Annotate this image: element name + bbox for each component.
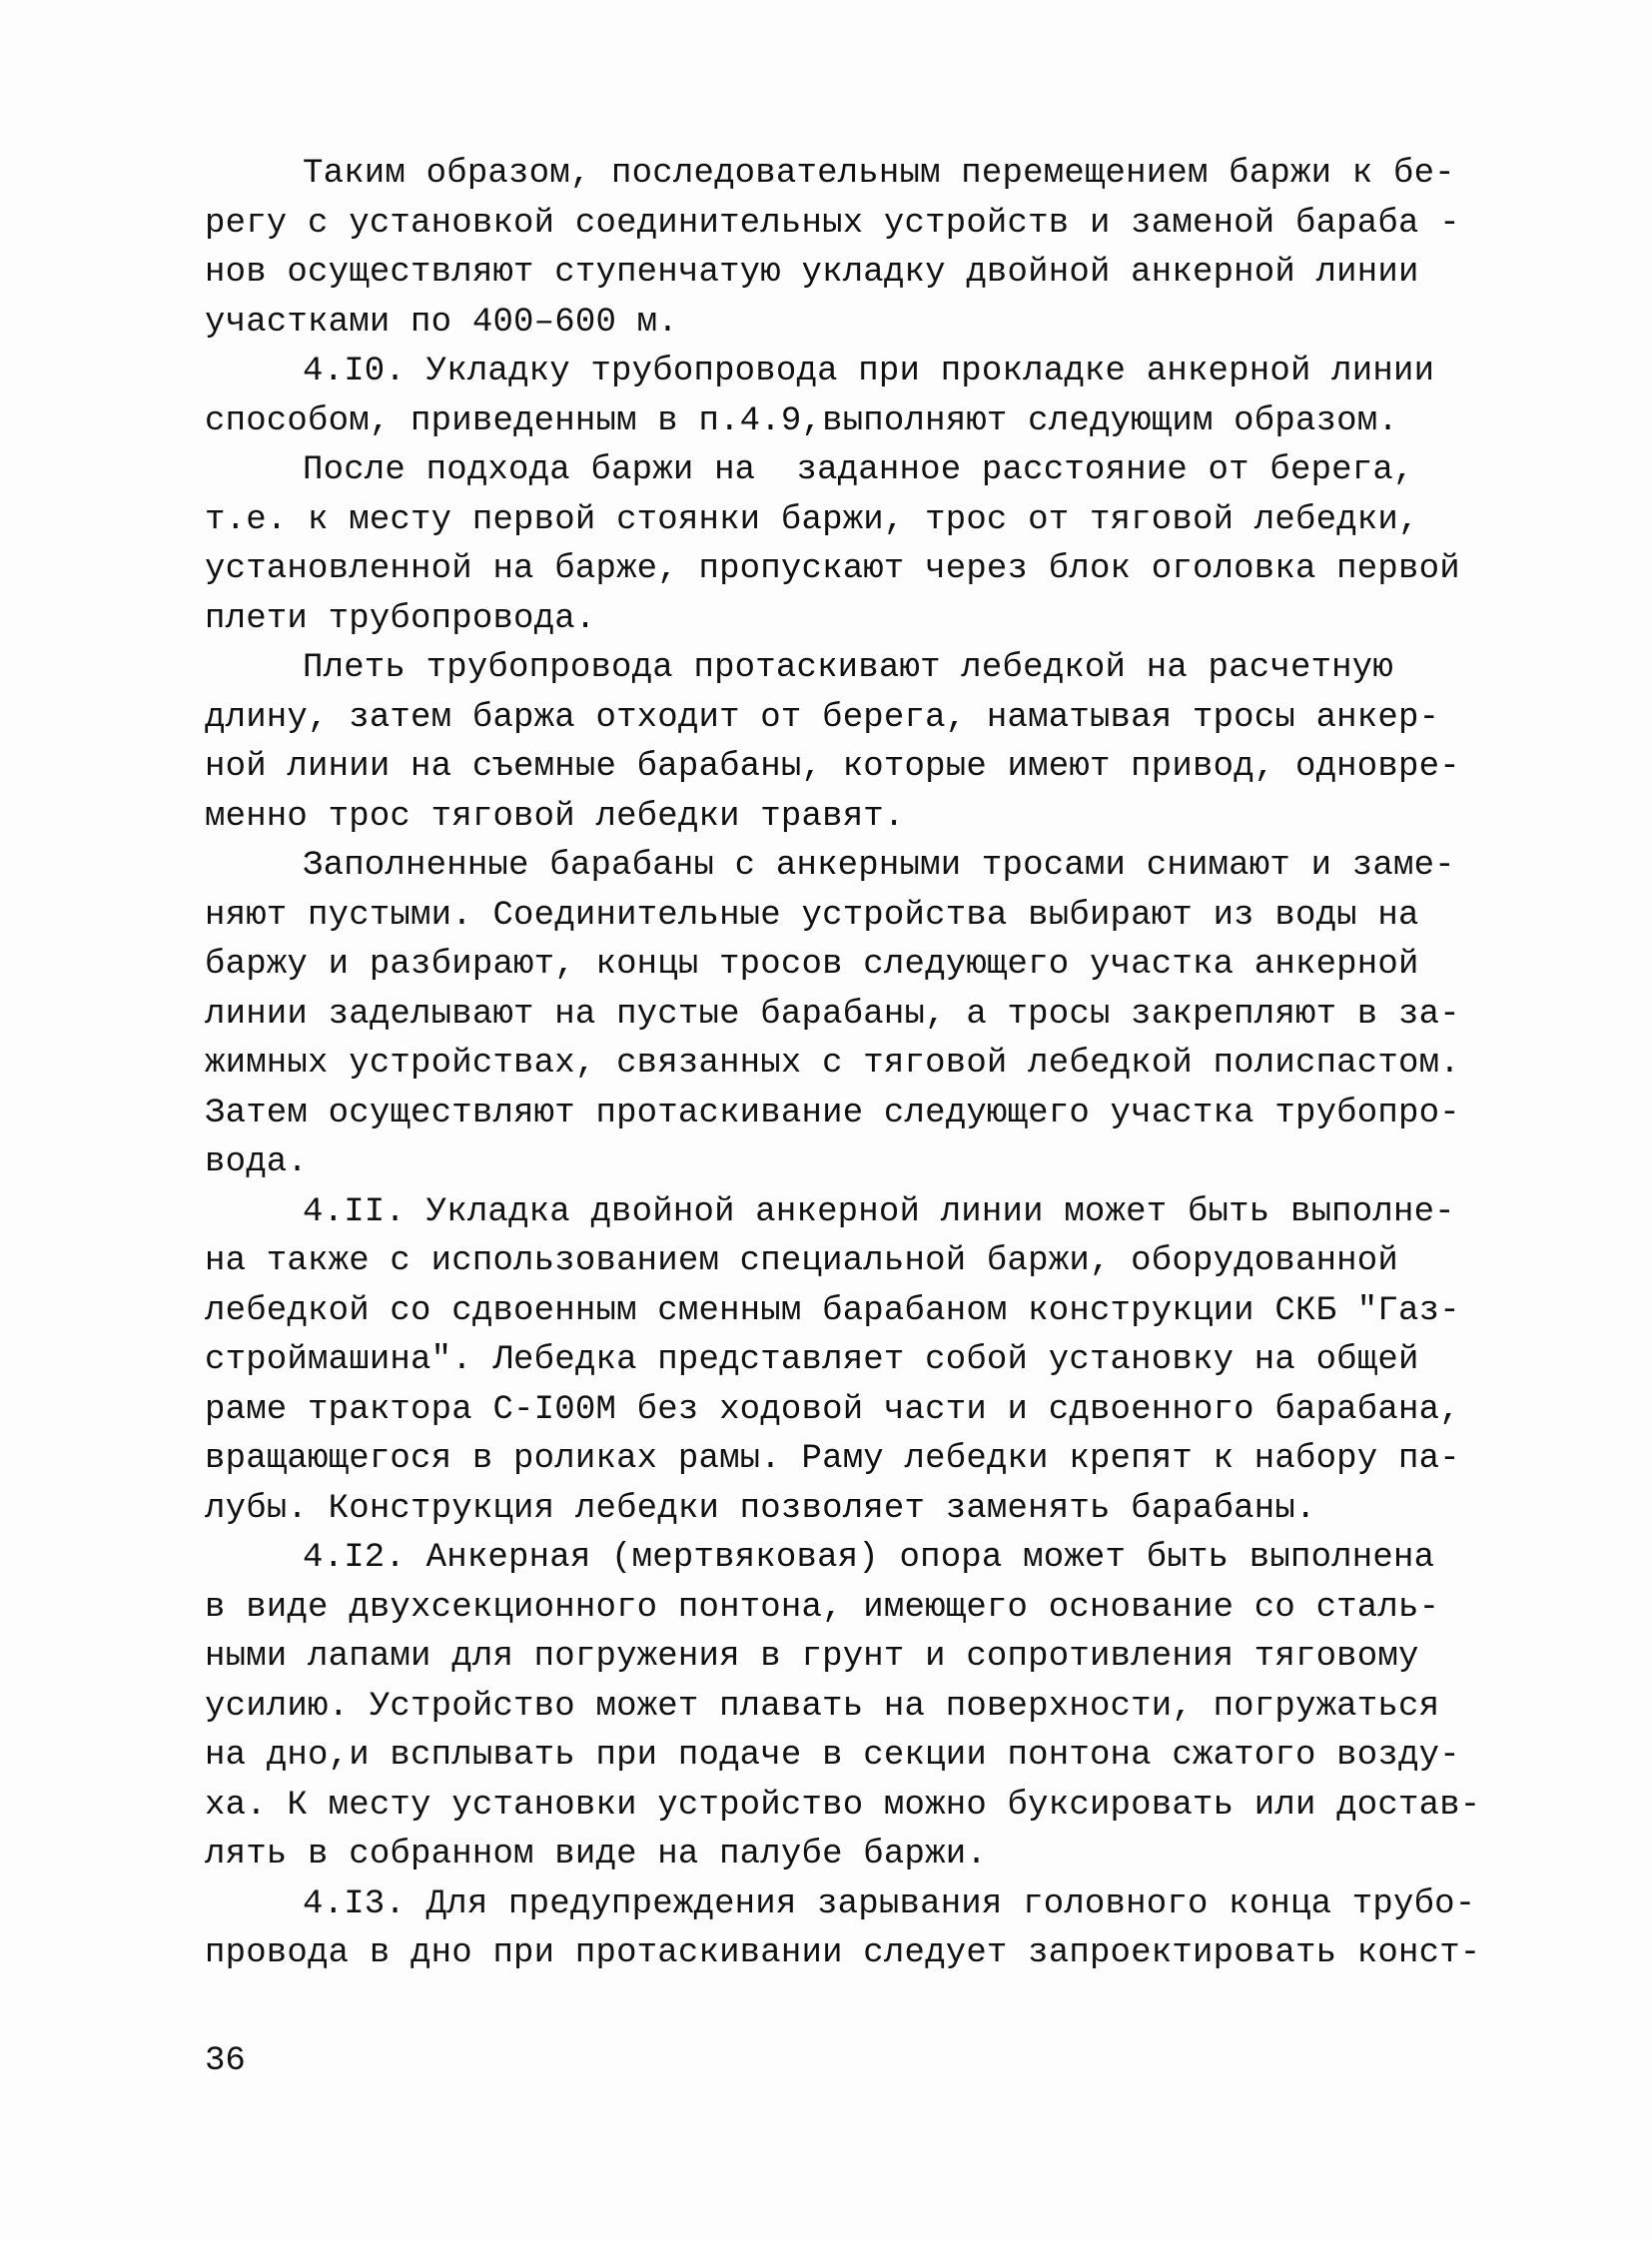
page-number: 36 — [205, 2042, 246, 2080]
text-line: баржу и разбирают, концы тросов следующего участка анкерной — [205, 946, 1419, 984]
text-line: Заполненные барабаны с анкерными тросами снимают и заме- — [303, 847, 1455, 885]
text-line: Плеть трубопровода протаскивают лебедкой на расчетную — [303, 649, 1393, 687]
text-line: плети трубопровода. — [205, 599, 596, 638]
text-line: раме трактора С-I00М без ходовой части и сдвоенного барабана, — [205, 1390, 1460, 1429]
text-line: вода. — [205, 1143, 309, 1181]
text-line: регу с установкой соединительных устройств и заменой бараба - — [205, 204, 1460, 243]
text-line: на дно,и всплывать при подаче в секции понтона сжатого возду- — [205, 1737, 1460, 1775]
text-line: няют пустыми. Соединительные устройства выбирают из воды на — [205, 896, 1419, 935]
text-line: лебедкой со сдвоенным сменным барабаном конструкции СКБ "Газ- — [205, 1291, 1460, 1330]
body-text — [205, 150, 1481, 1979]
text-line: 4.I0. Укладку трубопровода при прокладке анкерной линии — [303, 353, 1435, 390]
text-line: провода в дно при протаскивании следует запроектировать конст- — [205, 1934, 1481, 1972]
text-line: ной линии на съемные барабаны, которые имеют привод, одновре- — [205, 748, 1460, 786]
text-line: лубы. Конструкция лебедки позволяет заменять барабаны. — [205, 1489, 1316, 1528]
text-line: усилию. Устройство может плавать на поверхности, погружаться — [205, 1687, 1440, 1726]
text-line: т.е. к месту первой стоянки баржи, трос от тяговой лебедки, — [205, 500, 1419, 539]
text-line: ными лапами для погружения в грунт и сопротивления тяговому — [205, 1638, 1419, 1676]
text-line: на также с использованием специальной баржи, оборудованной — [205, 1242, 1398, 1280]
text-line: лять в собранном виде на палубе баржи. — [205, 1836, 987, 1873]
text-line: в виде двухсекционного понтона, имеющего основание со сталь- — [205, 1588, 1440, 1627]
text-line: менно трос тяговой лебедки травят. — [205, 797, 905, 836]
text-line: жимных устройствах, связанных с тяговой лебедкой полиспастом. — [205, 1045, 1460, 1083]
text-line: участками по 400–600 м. — [205, 303, 678, 342]
text-line: 4.I3. Для предупреждения зарывания головного конца трубо- — [303, 1884, 1476, 1923]
text-line: строймашина". Лебедка представляет собой установку на общей — [205, 1341, 1419, 1379]
text-line: После подхода баржи на заданное расстояние от берега, — [303, 451, 1414, 489]
text-line: линии заделывают на пустые барабаны, а тросы закрепляют в за- — [205, 995, 1460, 1034]
text-line: Таким образом, последовательным перемещением баржи к бе- — [303, 155, 1455, 193]
text-line: способом, приведенным в п.4.9,выполняют следующим образом. — [205, 401, 1398, 440]
text-line: ха. К месту установки устройство можно буксировать или достав- — [205, 1786, 1481, 1825]
text-line: 4.I2. Анкерная (мертвяковая) опора может быть выполнена — [303, 1539, 1435, 1577]
text-line: нов осуществляют ступенчатую укладку двойной анкерной линии — [205, 254, 1419, 292]
text-line: 4.II. Укладка двойной анкерной линии может быть выполне- — [303, 1192, 1455, 1231]
text-line: установленной на барже, пропускают через блок оголовка первой — [205, 550, 1460, 588]
text-line: длину, затем баржа отходит от берега, наматывая тросы анкер- — [205, 698, 1440, 737]
text-line: вращающегося в роликах рамы. Раму лебедки крепят к набору па- — [205, 1440, 1460, 1478]
text-line: Затем осуществляют протаскивание следующего участка трубопро- — [205, 1094, 1460, 1132]
